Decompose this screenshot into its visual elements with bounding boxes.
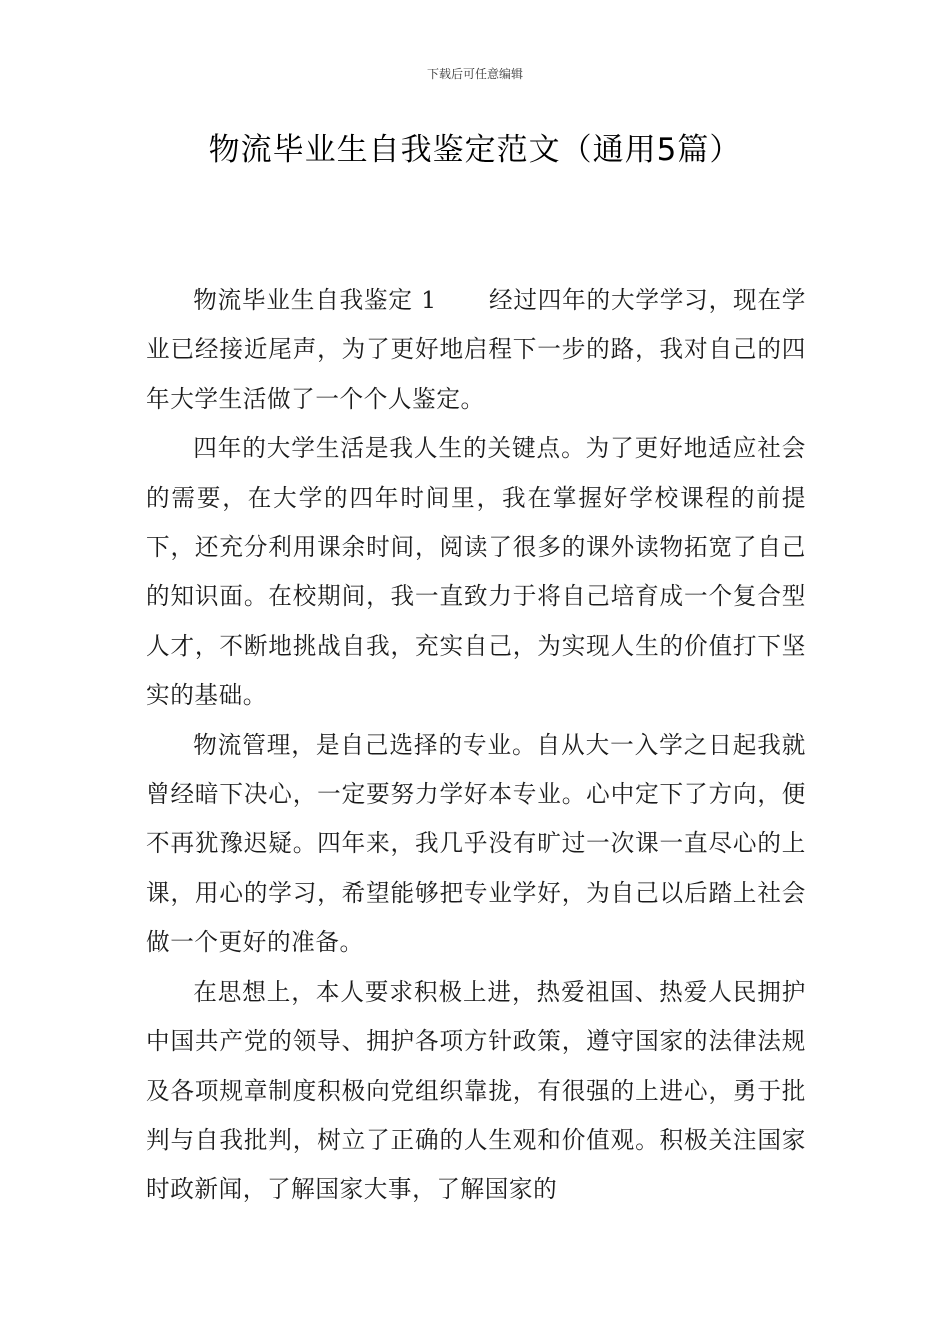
document-title: 物流毕业生自我鉴定范文（通用5篇） <box>208 132 742 168</box>
paragraph-4: 在思想上，本人要求积极上进，热爱祖国、热爱人民拥护中国共产党的领导、拥护各项方针政策，遵守国家的法律法规及各项规章制度积极向党组织靠拢，有很强的上进心，勇于批判与自我批判，树立了正确的人生观和价值观。积极关注国家时政新闻，了解国家大事，了解国家的 <box>146 977 806 1204</box>
document-body <box>146 276 806 1215</box>
paragraph-2: 四年的大学生活是我人生的关键点。为了更好地适应社会的需要，在大学的四年时间里，我在掌握好学校课程的前提下，还充分利用课余时间，阅读了很多的课外读物拓宽了自己的知识面。在校期间，我一直致力于将自己培育成一个复合型人才，不断地挑战自我，充实自己，为实现人生的价值打下坚实的基础。 <box>146 434 806 710</box>
paragraph-1 <box>146 276 806 424</box>
paragraph-3: 物流管理，是自己选择的专业。自从大一入学之日起我就曾经暗下决心，一定要努力学好本专业。心中定下了方向，便不再犹豫迟疑。四年来，我几乎没有旷过一次课一直尽心的上课，用心的学习，希望能够把专业学好，为自己以后踏上社会做一个更好的准备。 <box>146 730 806 957</box>
section-heading: 物流毕业生自我鉴定 1 <box>193 286 437 314</box>
paragraph-1-text: 经过四年的大学学习，现在学业已经接近尾声，为了更好地启程下一步的路，我对自己的四年大学生活做了一个个人鉴定。 <box>146 286 806 413</box>
header-note: 下载后可任意编辑 <box>426 67 523 81</box>
